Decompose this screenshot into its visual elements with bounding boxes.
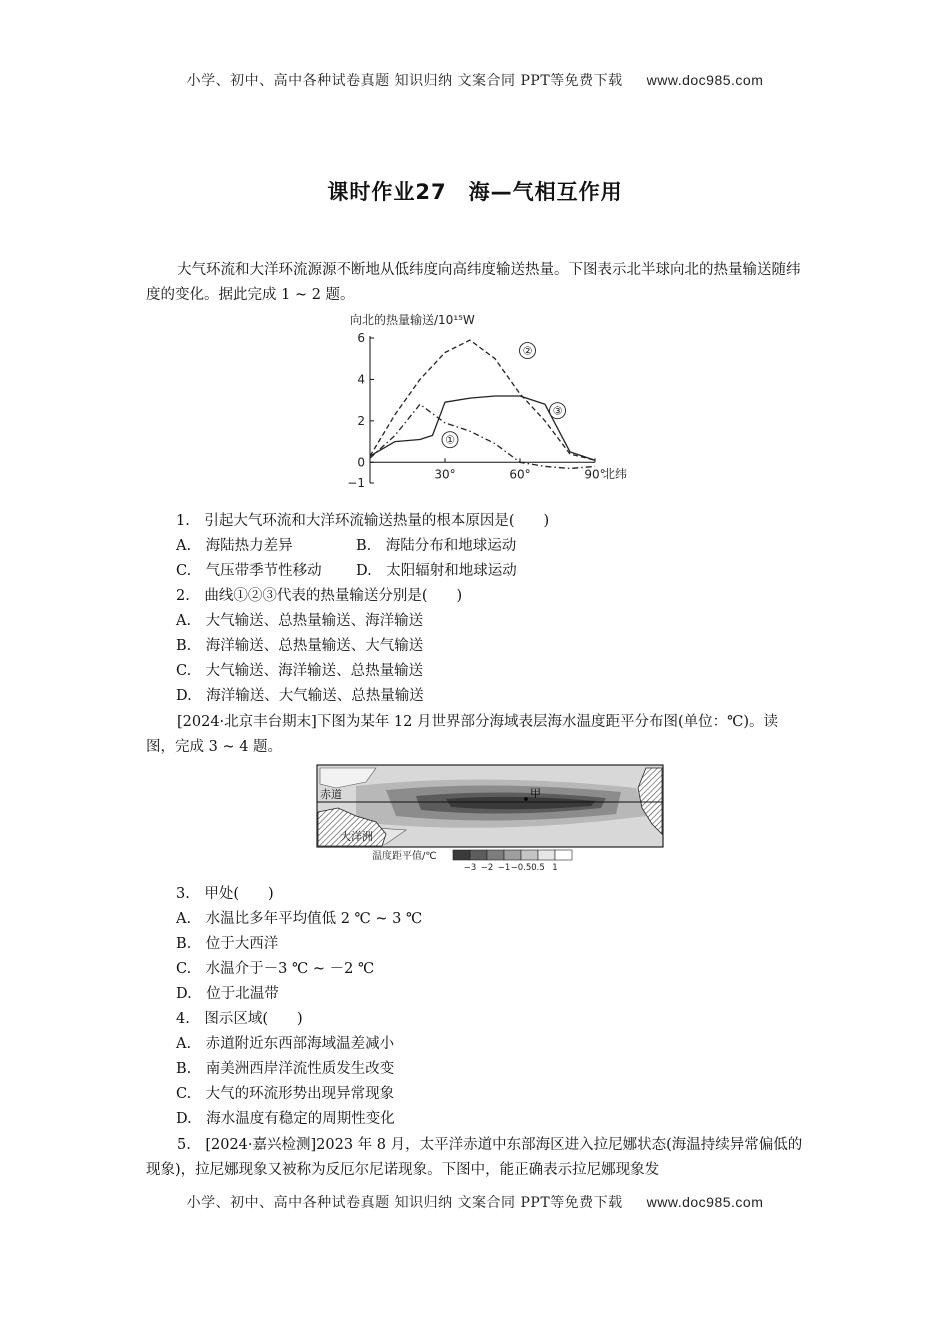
y-tick-label: 0 <box>357 455 365 470</box>
legend-value: −2 <box>480 863 494 872</box>
chart-ylabel: 向北的热量输送/10¹⁵W <box>350 313 475 327</box>
q3-option-a[interactable]: A. 水温比多年平均值低 2 ℃ ~ 3 ℃ <box>176 911 423 927</box>
legend-value: −0.5 <box>510 863 532 872</box>
series-label: ③ <box>552 404 563 418</box>
chart-ticks <box>347 331 605 490</box>
point-jia-marker <box>524 797 528 801</box>
legend-title: 温度距平值/℃ <box>372 851 437 862</box>
x-tick-label: 30° <box>434 467 456 482</box>
y-tick-label: −1 <box>347 476 365 490</box>
q4-option-c[interactable]: C. 大气的环流形势出现异常现象 <box>176 1086 395 1102</box>
q2-option-b[interactable]: B. 海洋输送、总热量输送、大气输送 <box>176 638 424 654</box>
q3-option-d[interactable]: D. 位于北温带 <box>176 986 279 1002</box>
q4-option-d[interactable]: D. 海水温度有稳定的周期性变化 <box>176 1111 395 1127</box>
q1-option-d[interactable]: D. 太阳辐射和地球运动 <box>356 563 517 579</box>
series-label: ② <box>522 344 533 358</box>
x-tick-label: 60° <box>509 467 531 482</box>
q1-row-ab <box>176 536 516 556</box>
continent-label: 大洋洲 <box>340 830 373 843</box>
legend-value: −3 <box>463 863 477 872</box>
legend-value: 0.5 <box>531 863 545 872</box>
q1-option-c[interactable]: C. 气压带季节性移动 <box>176 563 322 579</box>
sst-anomaly-map <box>316 764 664 872</box>
legend-value: −1 <box>497 863 511 872</box>
legend-swatch <box>487 850 504 860</box>
page-header <box>0 70 950 90</box>
footer-site[interactable]: www.doc985.com <box>646 1194 764 1210</box>
header-text: 小学、初中、高中各种试卷真题 知识归纳 文案合同 PPT等免费下载 <box>186 73 623 89</box>
footer-text: 小学、初中、高中各种试卷真题 知识归纳 文案合同 PPT等免费下载 <box>186 1195 623 1211</box>
heat-transport-chart <box>340 308 640 490</box>
legend-swatch <box>470 850 487 860</box>
y-tick-label: 4 <box>357 372 365 387</box>
q2-option-c[interactable]: C. 大气输送、海洋输送、总热量输送 <box>176 663 424 679</box>
q2-option-d[interactable]: D. 海洋输送、大气输送、总热量输送 <box>176 688 424 704</box>
q4-option-a[interactable]: A. 赤道附近东西部海域温差减小 <box>176 1036 395 1052</box>
q4-option-b[interactable]: B. 南美洲西岸洋流性质发生改变 <box>176 1061 395 1077</box>
legend-swatch <box>538 850 555 860</box>
page-title: 课时作业27 海—气相互作用 <box>327 180 623 204</box>
y-tick-label: 6 <box>357 331 365 345</box>
q4-stem: 4. 图示区域( ) <box>176 1011 303 1027</box>
legend-swatch <box>453 850 470 860</box>
q1-row-cd <box>176 561 517 581</box>
header-site[interactable]: www.doc985.com <box>646 72 764 88</box>
series-line-dashed <box>370 340 595 460</box>
legend-value: 1 <box>552 863 558 872</box>
equator-label: 赤道 <box>320 788 342 801</box>
q5-stem: 5. [2024·嘉兴检测]2023 年 8 月，太平洋赤道中东部海区进入拉尼娜状态(海温持续异常偏低的现象)，拉尼娜现象又被称为反厄尔尼诺现象。下图中，能正确表示拉尼娜现象发 <box>146 1137 803 1178</box>
q2-stem: 2. 曲线①②③代表的热量输送分别是( ) <box>176 588 463 604</box>
legend-swatch <box>504 850 521 860</box>
series-label: ① <box>445 433 455 447</box>
q3-option-c[interactable]: C. 水温介于－3 ℃ ~ －2 ℃ <box>176 961 375 977</box>
intro-paragraph-1: 大气环流和大洋环流源源不断地从低纬度向高纬度输送热量。下图表示北半球向北的热量输送随纬度的变化。据此完成 1 ~ 2 题。 <box>146 262 801 303</box>
x-tick-label: 90° <box>584 467 606 482</box>
q1-option-b[interactable]: B. 海陆分布和地球运动 <box>356 538 517 554</box>
q2-option-a[interactable]: A. 大气输送、总热量输送、海洋输送 <box>176 613 424 629</box>
chart-series <box>370 340 595 468</box>
q3-option-b[interactable]: B. 位于大西洋 <box>176 936 279 952</box>
q1-stem: 1. 引起大气环流和大洋环流输送热量的根本原因是( ) <box>176 513 550 529</box>
legend-swatch <box>521 850 538 860</box>
page-footer <box>0 1192 950 1212</box>
y-tick-label: 2 <box>357 413 365 428</box>
intro-paragraph-2: [2024·北京丰台期末]下图为某年 12 月世界部分海域表层海水温度距平分布图(单位：℃)。读图，完成 3 ~ 4 题。 <box>146 714 779 755</box>
legend-swatches <box>453 850 572 872</box>
legend-swatch <box>555 850 572 860</box>
chart-xlabel: 北纬 <box>603 467 628 481</box>
point-jia-label: 甲 <box>530 787 541 800</box>
q1-option-a[interactable]: A. 海陆热力差异 <box>176 538 293 554</box>
q3-stem: 3. 甲处( ) <box>176 886 274 902</box>
